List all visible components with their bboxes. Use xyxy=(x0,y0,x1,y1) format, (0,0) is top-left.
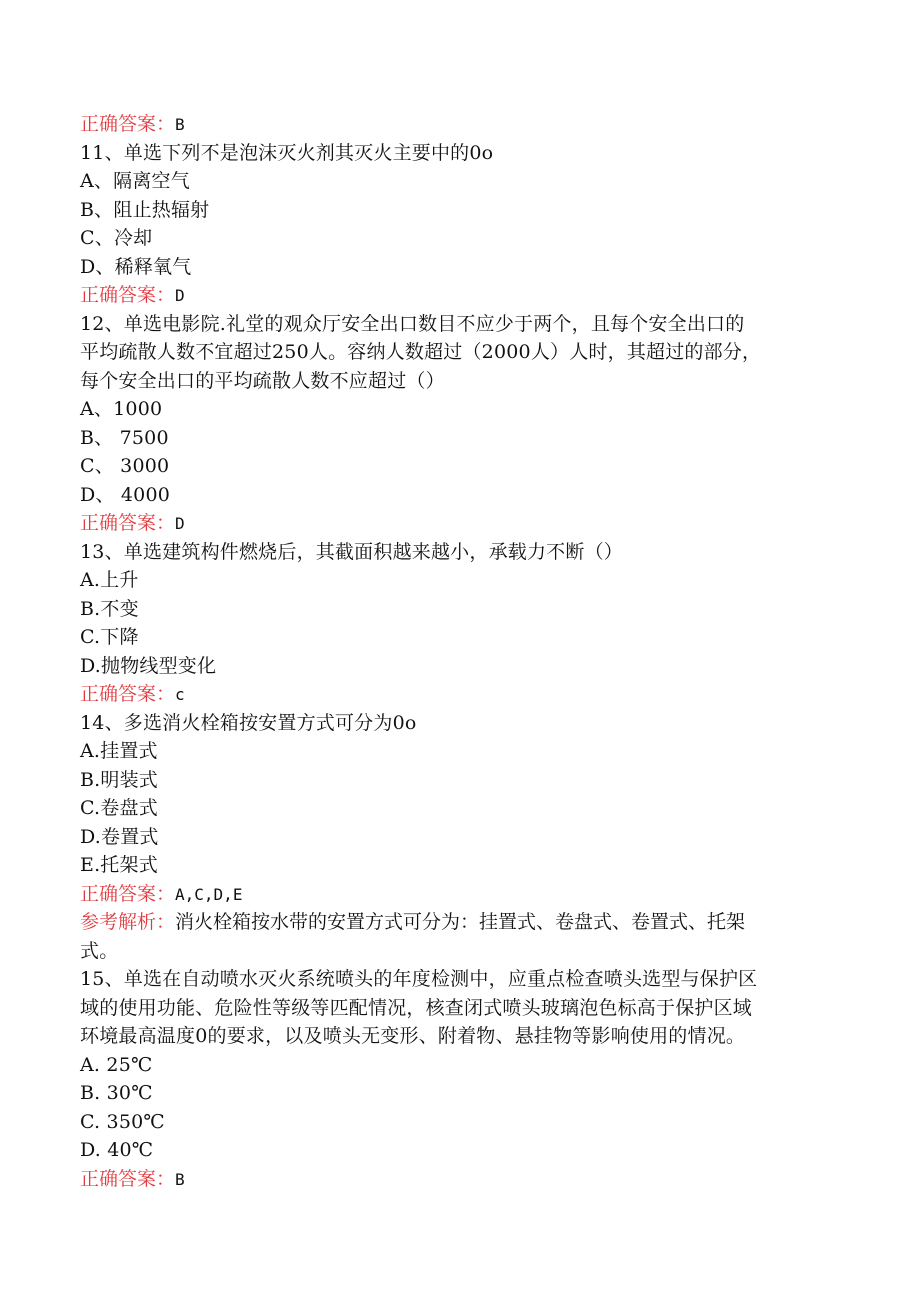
text-line: C、冷却 xyxy=(80,227,153,249)
text-line: D.抛物线型变化 xyxy=(80,654,217,677)
text-line: 14、多选消火栓箱按安置方式可分为0o xyxy=(80,711,417,734)
text-line: B.明装式 xyxy=(80,768,159,791)
answer-line xyxy=(80,1165,860,1194)
text-line: C.下降 xyxy=(80,626,139,648)
analysis-label: 参考解析： xyxy=(80,911,176,933)
text-line: E.托架式 xyxy=(80,854,158,876)
answer-value: B xyxy=(175,1169,185,1189)
answer-line xyxy=(80,680,860,709)
text-line: 12、单选电影院.礼堂的观众厅安全出口数目不应少于两个，且每个安全出口的 xyxy=(80,312,745,335)
text-line: A.挂置式 xyxy=(80,740,158,762)
answer-line xyxy=(80,509,860,538)
text-line: 平均疏散人数不宜超过250人。容纳人数超过（2000人）人时，其超过的部分， xyxy=(80,341,762,363)
answer-label: 正确答案： xyxy=(80,1167,176,1190)
analysis-text: 消火栓箱按水带的安置方式可分为：挂置式、卷盘式、卷置式、托架 xyxy=(175,911,746,933)
answer-value: c xyxy=(175,685,185,704)
answer-line xyxy=(80,281,860,310)
text-line: 环境最高温度0的要求，以及喷头无变形、附着物、悬挂物等影响使用的情况。 xyxy=(80,1025,746,1047)
text-line: C、 3000 xyxy=(80,455,170,477)
text-line: A. 25℃ xyxy=(80,1053,153,1076)
answer-label: 正确答案： xyxy=(80,113,176,135)
answer-value: D xyxy=(175,514,185,533)
text-line: B、阻止热辐射 xyxy=(80,198,210,221)
answer-value: B xyxy=(175,115,185,134)
text-line: B. 30℃ xyxy=(80,1082,153,1104)
answer-label: 正确答案： xyxy=(80,882,176,905)
text-line: C. 350℃ xyxy=(80,1110,165,1133)
answer-label: 正确答案： xyxy=(80,683,176,705)
answer-label: 正确答案： xyxy=(80,512,176,534)
text-line: C.卷盘式 xyxy=(80,797,158,819)
analysis-line xyxy=(80,908,860,937)
text-line: A、隔离空气 xyxy=(80,170,190,192)
text-line: D. 40℃ xyxy=(80,1139,154,1161)
text-line: 式。 xyxy=(80,939,119,962)
text-line: 每个安全出口的平均疏散人数不应超过（） xyxy=(80,369,445,392)
text-line: B.不变 xyxy=(80,597,139,620)
text-line: 11、单选下列不是泡沫灭火剂其灭火主要中的0o xyxy=(80,141,494,164)
text-line: 15、单选在自动喷水灭火系统喷头的年度检测中，应重点检查喷头选型与保护区 xyxy=(80,968,758,990)
text-line: D、 4000 xyxy=(80,483,171,506)
text-line: D.卷置式 xyxy=(80,825,159,848)
text-line: D、稀释氧气 xyxy=(80,255,192,278)
text-line: 13、单选建筑构件燃烧后，其截面积越来越小，承载力不断（） xyxy=(80,540,623,563)
answer-label: 正确答案： xyxy=(80,284,176,306)
answer-value: A,C,D,E xyxy=(175,884,243,904)
answer-value: D xyxy=(175,286,185,305)
text-line: B、 7500 xyxy=(80,426,169,449)
document-body xyxy=(80,110,860,1193)
answer-line xyxy=(80,110,860,139)
text-line: A、1000 xyxy=(80,398,163,420)
answer-line xyxy=(80,880,860,909)
text-line: 域的使用功能、危险性等级等匹配情况，核查闭式喷头玻璃泡色标高于保护区域 xyxy=(80,996,753,1019)
text-line: A.上升 xyxy=(80,569,139,591)
